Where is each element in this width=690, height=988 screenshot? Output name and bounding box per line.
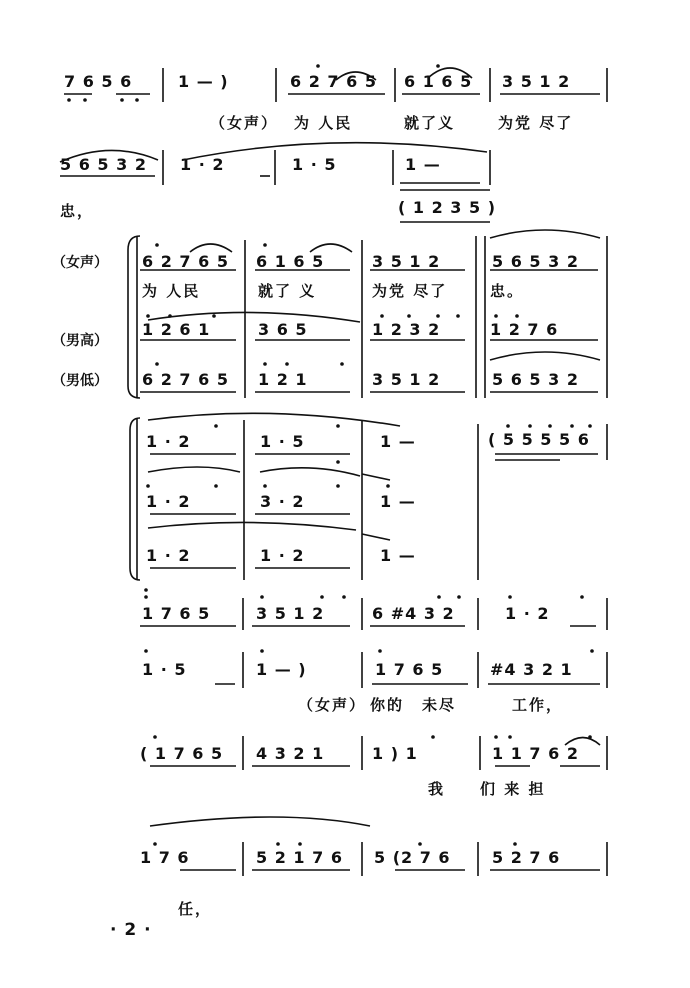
s6-lyric-label: （女声）	[298, 696, 367, 714]
s8-measure-4: 5 2 7 6	[492, 848, 561, 867]
s4-female-2: 1 · 5	[260, 432, 305, 451]
s2-measure-3: 1 · 5	[292, 155, 337, 174]
s4-malehigh-2: 3 · 2	[260, 492, 305, 511]
s8-measure-2: 5 2 1 7 6	[256, 848, 343, 867]
s4-malelow-2: 1 · 2	[260, 546, 305, 565]
s3-female-3: 3 5 1 2	[372, 252, 441, 271]
s2-measure-2: 1 · 2	[180, 155, 225, 174]
s1-measure-2: 1 — )	[178, 72, 229, 91]
s3-malelow-3: 3 5 1 2	[372, 370, 441, 389]
s5-measure-2: 3 5 1 2	[256, 604, 325, 623]
s1-measure-1: 7 6 5 6	[64, 72, 133, 91]
s3-female-lyric-4: 忠。	[490, 282, 525, 300]
s2-parenthetical: ( 1 2 3 5 )	[398, 198, 497, 217]
s4-malelow-3: 1 —	[380, 546, 416, 565]
s7-measure-3: 1 ) 1	[372, 744, 418, 763]
s3-female-2: 6 1 6 5	[256, 252, 325, 271]
s3-female-4: 5 6 5 3 2	[492, 252, 579, 271]
s6-measure-2: 1 — )	[256, 660, 307, 679]
s5-measure-4: 1 · 2	[505, 604, 550, 623]
s3-malelow-4: 5 6 5 3 2	[492, 370, 579, 389]
s6-measure-3: 1 7 6 5	[375, 660, 444, 679]
s6-lyric-a: 你的	[370, 696, 405, 714]
s3-malehigh-4: 1 2 7 6	[490, 320, 559, 339]
s5-measure-1: 1 7 6 5	[142, 604, 211, 623]
s7-measure-1: ( 1 7 6 5	[140, 744, 224, 763]
s8-lyric: 任，	[178, 900, 213, 918]
s3-malehigh-1: 1 2 6 1	[142, 320, 211, 339]
s1-measure-5: 3 5 1 2	[502, 72, 571, 91]
s6-lyric-c: 工作，	[512, 696, 564, 714]
s1-lyric-label: （女声）	[210, 114, 279, 132]
s8-measure-1: 1 7 6	[140, 848, 190, 867]
s4-parenthetical: ( 5 5 5 5 6	[488, 430, 590, 449]
s6-measure-1: 1 · 5	[142, 660, 187, 679]
s3-malelow-1: 6 2 7 6 5	[142, 370, 229, 389]
s4-malehigh-3: 1 —	[380, 492, 416, 511]
s2-measure-1: 5 6 5 3 2	[60, 155, 147, 174]
label-female: （女声）	[52, 255, 108, 271]
label-male-high: （男高）	[52, 333, 108, 349]
s3-malelow-2: 1 2 1	[258, 370, 308, 389]
s6-lyric-b: 未尽	[422, 696, 457, 714]
s7-lyric-a: 我	[428, 780, 446, 798]
s3-female-lyric-3: 为党 尽了	[372, 282, 448, 300]
s3-female-lyric-2: 就了 义	[258, 282, 317, 300]
s2-lyric: 忠，	[60, 202, 95, 220]
s1-lyric-a: 为 人民	[294, 114, 353, 132]
s4-female-1: 1 · 2	[146, 432, 191, 451]
s1-lyric-b: 就了义	[404, 114, 456, 132]
s3-female-1: 6 2 7 6 5	[142, 252, 229, 271]
page-number: · 2 ·	[110, 920, 152, 940]
s1-measure-4: 6 1 6 5	[404, 72, 473, 91]
s4-malehigh-1: 1 · 2	[146, 492, 191, 511]
s2-measure-4: 1 —	[405, 155, 441, 174]
s6-measure-4: #4 3 2 1	[490, 660, 573, 679]
label-male-low: （男低）	[52, 373, 108, 389]
s1-measure-3: 6 2 7 6 5	[290, 72, 377, 91]
s3-female-lyric-1: 为 人民	[142, 282, 201, 300]
s5-measure-3: 6 #4 3 2	[372, 604, 455, 623]
s8-measure-3: 5 (2 7 6	[374, 848, 451, 867]
s3-malehigh-3: 1 2 3 2	[372, 320, 441, 339]
s4-female-3: 1 —	[380, 432, 416, 451]
s4-malelow-1: 1 · 2	[146, 546, 191, 565]
s7-lyric-b: 们 来 担	[480, 780, 546, 798]
s3-malehigh-2: 3 6 5	[258, 320, 308, 339]
s7-measure-2: 4 3 2 1	[256, 744, 325, 763]
s1-lyric-c: 为党 尽了	[498, 114, 574, 132]
s7-measure-4: 1 1 7 6 2	[492, 744, 579, 763]
